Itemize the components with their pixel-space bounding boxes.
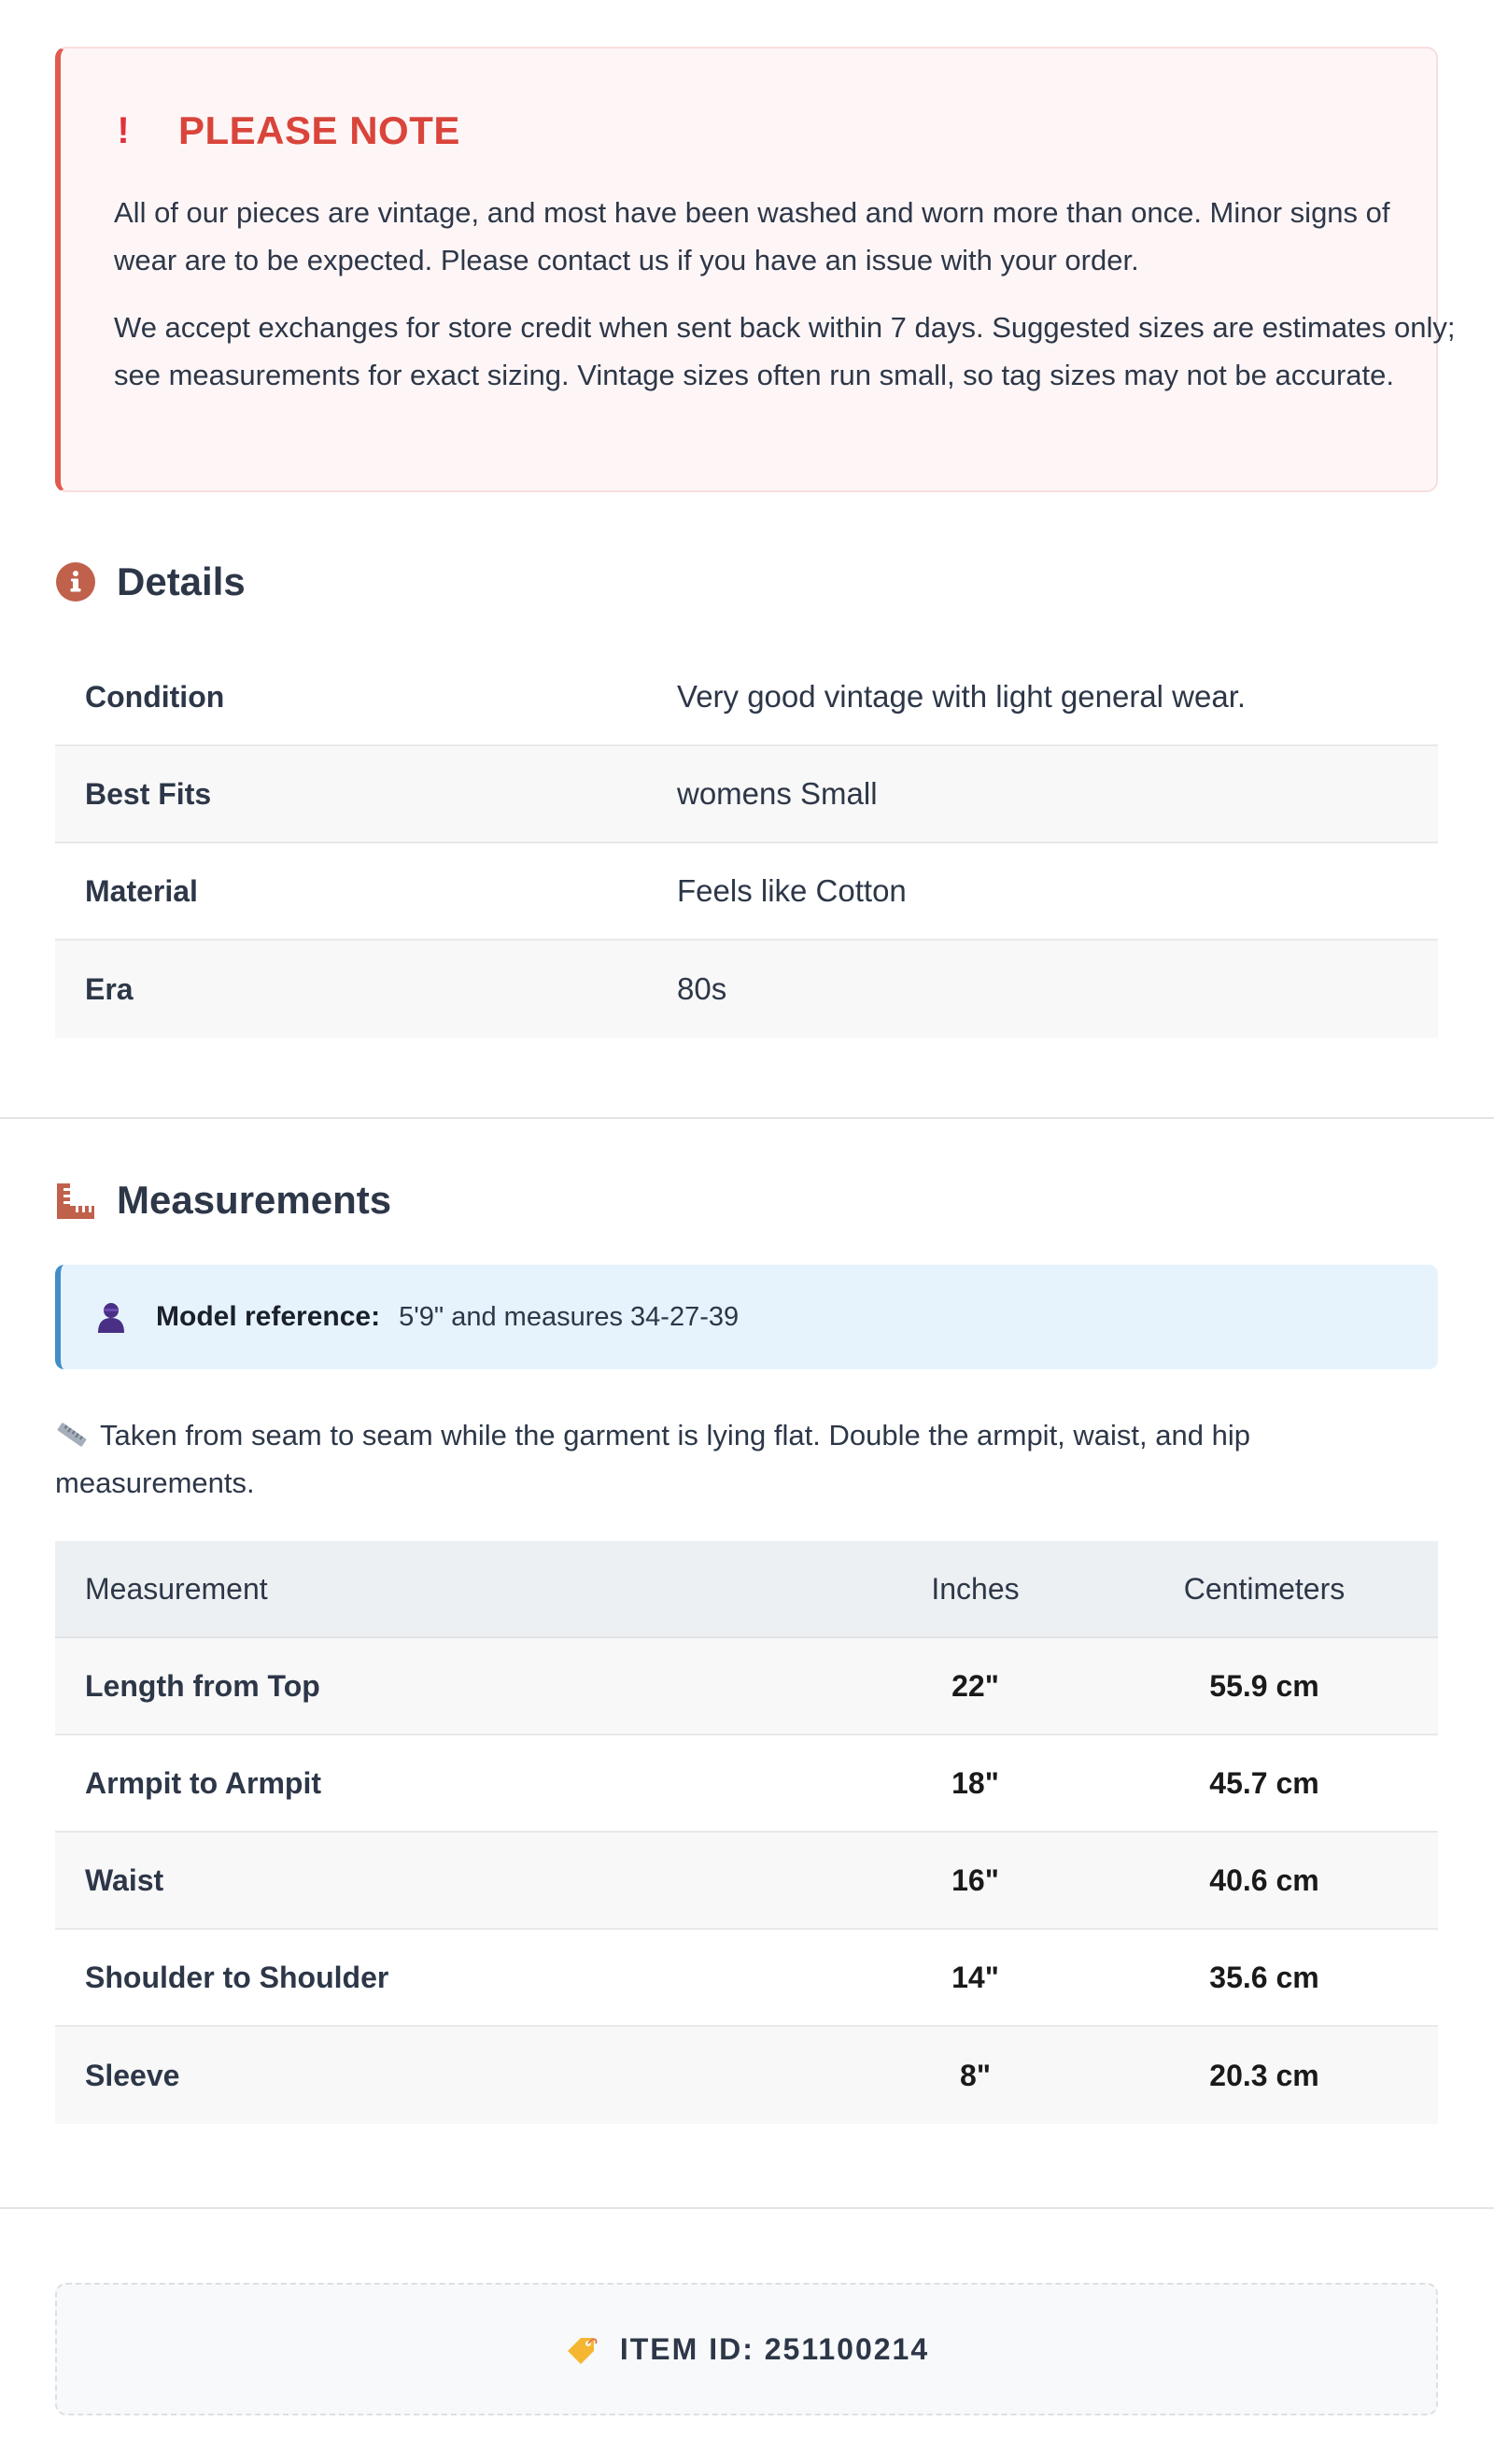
measurement-inches: 14" — [951, 1960, 999, 1994]
measurement-note — [55, 1411, 1400, 1507]
measurement-note-text: Taken from seam to seam while the garment is lying flat. Double the armpit, waist, and hip measurements. — [55, 1419, 1250, 1499]
measurement-name: Waist — [85, 1862, 164, 1897]
measurement-inches: 16" — [951, 1862, 999, 1897]
section-divider — [0, 1117, 1494, 1119]
person-icon — [96, 1301, 126, 1333]
detail-value: Feels like Cotton — [677, 873, 907, 908]
measurement-name: Shoulder to Shoulder — [85, 1960, 389, 1994]
item-id-box — [55, 2283, 1438, 2415]
table-row — [55, 1638, 1438, 1735]
measurements-header — [55, 1175, 391, 1225]
measurements-table-body — [55, 1638, 1438, 2124]
ruler-icon — [55, 1422, 89, 1448]
measurements-table-header — [55, 1541, 1438, 1638]
notice-paragraph: All of our pieces are vintage, and most have been washed and worn more than once. Minor signs of wear are to be expected. Please contact us if you have an issue with your order. — [114, 196, 1390, 276]
please-note-box — [55, 47, 1456, 492]
column-header-measurement: Measurement — [85, 1571, 268, 1606]
info-icon — [55, 561, 96, 602]
notice-title: PLEASE NOTE — [178, 108, 460, 152]
measurement-inches: 18" — [951, 1765, 999, 1800]
column-header-inches: Inches — [931, 1571, 1020, 1606]
ruler-icon — [55, 1180, 96, 1221]
exclamation-icon: ! — [117, 109, 130, 151]
detail-label: Era — [85, 971, 134, 1006]
measurements-title: Measurements — [117, 1178, 392, 1222]
measurement-cm: 20.3 cm — [1209, 2058, 1319, 2092]
details-table — [55, 649, 1438, 1038]
measurement-name: Armpit to Armpit — [85, 1765, 322, 1800]
details-title: Details — [117, 559, 246, 603]
detail-value: 80s — [677, 971, 727, 1006]
details-header — [55, 557, 246, 607]
details-row-condition — [55, 649, 1438, 746]
section-divider — [0, 2207, 1494, 2209]
table-row — [55, 1930, 1438, 2027]
column-header-centimeters: Centimeters — [1183, 1571, 1346, 1606]
detail-label: Material — [85, 873, 198, 908]
model-reference-value: 5'9" and measures 34-27-39 — [399, 1301, 740, 1332]
measurement-name: Length from Top — [85, 1668, 320, 1703]
notice-paragraph: We accept exchanges for store credit when sent back within 7 days. Suggested sizes are estimates only; see measurements for exact sizing. Vintage sizes often run small, so tag sizes may not be accurate. — [114, 311, 1456, 391]
model-reference-label: Model reference: — [156, 1301, 381, 1332]
measurements-table — [55, 1541, 1438, 2124]
table-row — [55, 2027, 1438, 2124]
table-row — [55, 1735, 1438, 1833]
measurement-inches: 22" — [951, 1668, 999, 1703]
measurement-cm: 45.7 cm — [1209, 1765, 1319, 1800]
model-reference-box — [55, 1265, 1438, 1369]
item-id-text: ITEM ID: 251100214 — [619, 2331, 930, 2366]
table-row — [55, 1833, 1438, 1930]
details-row-era — [55, 941, 1438, 1038]
detail-label: Condition — [85, 679, 225, 714]
detail-value: Very good vintage with light general wear. — [677, 679, 1247, 714]
tag-icon — [564, 2334, 599, 2364]
measurement-cm: 55.9 cm — [1209, 1668, 1319, 1703]
measurement-inches: 8" — [960, 2058, 991, 2092]
measurement-cm: 40.6 cm — [1209, 1862, 1319, 1897]
measurement-cm: 35.6 cm — [1209, 1960, 1319, 1994]
detail-value: womens Small — [677, 776, 878, 811]
measurement-name: Sleeve — [85, 2058, 180, 2092]
detail-label: Best Fits — [85, 776, 212, 811]
details-row-material — [55, 843, 1438, 941]
notice-header — [109, 106, 460, 155]
details-row-best-fits — [55, 746, 1438, 843]
